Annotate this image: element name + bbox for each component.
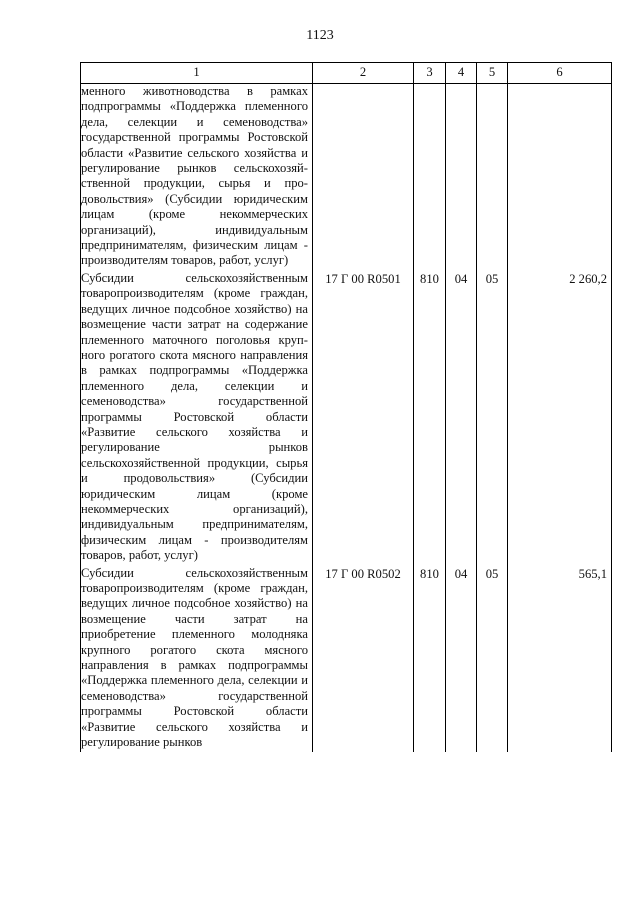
row-expense-type: 810 xyxy=(414,566,446,753)
header-col-2: 2 xyxy=(313,63,414,84)
row-target-code: 17 Г 00 R0501 xyxy=(313,271,414,566)
row-section: 04 xyxy=(446,271,477,566)
table-row xyxy=(81,566,612,753)
header-col-3: 3 xyxy=(414,63,446,84)
row-amount: 565,1 xyxy=(508,566,612,753)
row-section: 04 xyxy=(446,566,477,753)
row-amount: 2 260,2 xyxy=(508,271,612,566)
row-description: менного животноводства в рамках подпрограммы «Поддержка племенного дела, селекции и семеноводства» государственной программы Ростовской области «Развитие сельского хозяйства и регулирование рынков сельскохозяйственной продукции, сырья и продовольствия» (Субсидии юридическим лицам (кроме некоммерческих организаций), индивидуальным предпринимателям, физическим лицам - производителям товаров, работ, услуг) xyxy=(81,84,313,271)
row-description: Субсидии сельскохозяйственным товаропроизводителям (кроме граждан, ведущих личное подсобное хозяйство) на возмещение части затрат на приобретение племенного молодняка крупного рогатого скота мясного направления в рамках подпрограммы «Поддержка племенного дела, селекции и семеноводства» государственной программы Ростовской области «Развитие сельского хозяйства и регулирование рынков xyxy=(81,566,313,753)
row-description: Субсидии сельскохозяйственным товаропроизводителям (кроме граждан, ведущих личное подсобное хозяйство) на возмещение части затрат на содержание племенного маточного поголовья крупного рогатого скота мясного направления в рамках подпрограммы «Поддержка племенного дела, селекции и семеноводства» государственной программы Ростовской области «Развитие сельского хозяйства и регулирование рынков сельскохозяйственной продукции, сырья и продовольствия» (Субсидии юридическим лицам (кроме некоммерческих организаций), индивидуальным предпринимателям, физическим лицам - производителям товаров, работ, услуг) xyxy=(81,271,313,566)
header-col-4: 4 xyxy=(446,63,477,84)
page-number: 1123 xyxy=(306,28,334,43)
row-expense-type: 810 xyxy=(414,271,446,566)
header-row xyxy=(81,63,612,84)
row-section xyxy=(446,84,477,271)
table-row xyxy=(81,271,612,566)
row-subsection xyxy=(477,84,508,271)
row-subsection: 05 xyxy=(477,271,508,566)
row-target-code xyxy=(313,84,414,271)
row-expense-type xyxy=(414,84,446,271)
table-header xyxy=(81,63,612,84)
header-col-1: 1 xyxy=(81,63,313,84)
budget-table xyxy=(80,62,612,752)
table-body xyxy=(81,84,612,753)
row-target-code: 17 Г 00 R0502 xyxy=(313,566,414,753)
table-row xyxy=(81,84,612,271)
header-col-5: 5 xyxy=(477,63,508,84)
row-subsection: 05 xyxy=(477,566,508,753)
row-amount xyxy=(508,84,612,271)
header-col-6: 6 xyxy=(508,63,612,84)
